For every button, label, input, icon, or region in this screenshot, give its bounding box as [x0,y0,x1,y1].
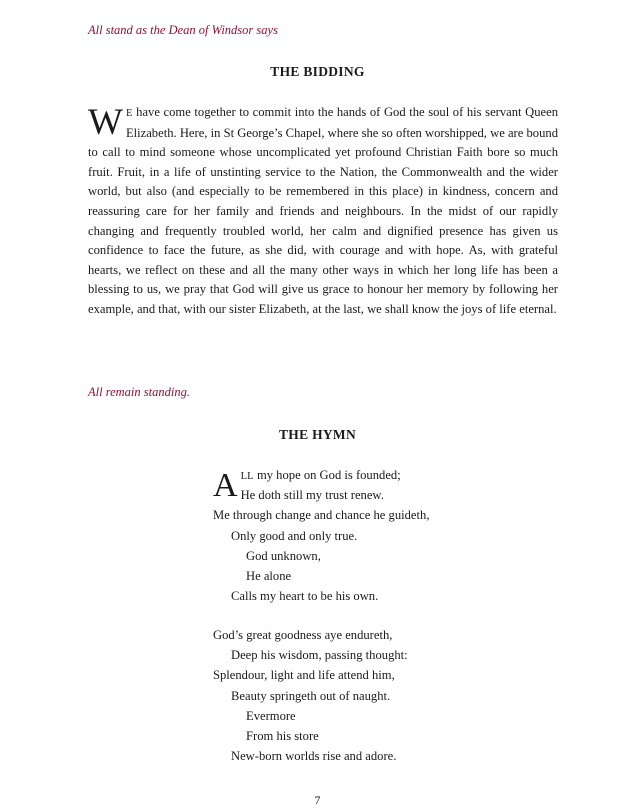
bidding-text [88,103,558,320]
rubric-remain-standing: All remain standing. [88,385,190,399]
verse-line: God’s great goodness aye endureth, [213,628,393,642]
verse-line: God unknown, [246,548,321,563]
bidding-smallcaps: E [125,108,133,119]
bidding-heading: THE BIDDING [270,64,365,79]
verse-line: He doth still my trust renew. [240,488,384,503]
hymn-verse-1 [213,465,429,606]
verse-line: He alone [246,568,292,583]
page-number: 7 [314,793,321,807]
hymn-smallcaps: LL [240,471,254,482]
bidding-dropcap: W [88,102,123,143]
hymn-verse-2 [213,625,408,766]
verse-line: Me through change and chance he guideth, [213,508,430,523]
verse-line: Calls my heart to be his own. [231,589,379,604]
verse-line: From his store [246,728,319,743]
verse-line: Splendour, light and life attend him, [213,668,395,683]
verse-line: Evermore [246,708,296,723]
verse-line: Only good and only true. [231,528,358,543]
rubric-stand: All stand as the Dean of Windsor says [88,23,278,37]
bidding-body: have come together to commit into the hands of God the soul of his servant Queen Elizabeth. Here, in St George’s Chapel, where she so often worshipped, we are bound to call to mind someone whose uncomplicated yet profound Christian Faith bore so much fruit. Fruit, in a life of unstinting service to the Nation, the Commonwealth and the wider world, but also (and especially to be remembered in this place) in kindness, concern and reassuring care for her family and friends and neighbours. In the midst of our rapidly changing and frequently troubled world, her calm and dignified presence has given us confidence to face the future, as she did, with courage and with hope. As, with grateful hearts, we reflect on these and all the many other ways in which her long life has been a blessing to us, we pray that God will give us grace to honour her memory by following her example, and that, with our sister Elizabeth, at the last, we shall know the joys of life eternal. [88,105,558,316]
verse-line: New-born worlds rise and adore. [231,749,397,764]
verse-line-text: my hope on God is founded; [253,468,401,482]
verse-line [213,465,429,485]
hymn-dropcap: A [213,467,238,504]
verse-line: Beauty springeth out of naught. [231,688,391,703]
verse-line: Deep his wisdom, passing thought: [231,648,408,663]
hymn-heading: THE HYMN [278,427,357,442]
